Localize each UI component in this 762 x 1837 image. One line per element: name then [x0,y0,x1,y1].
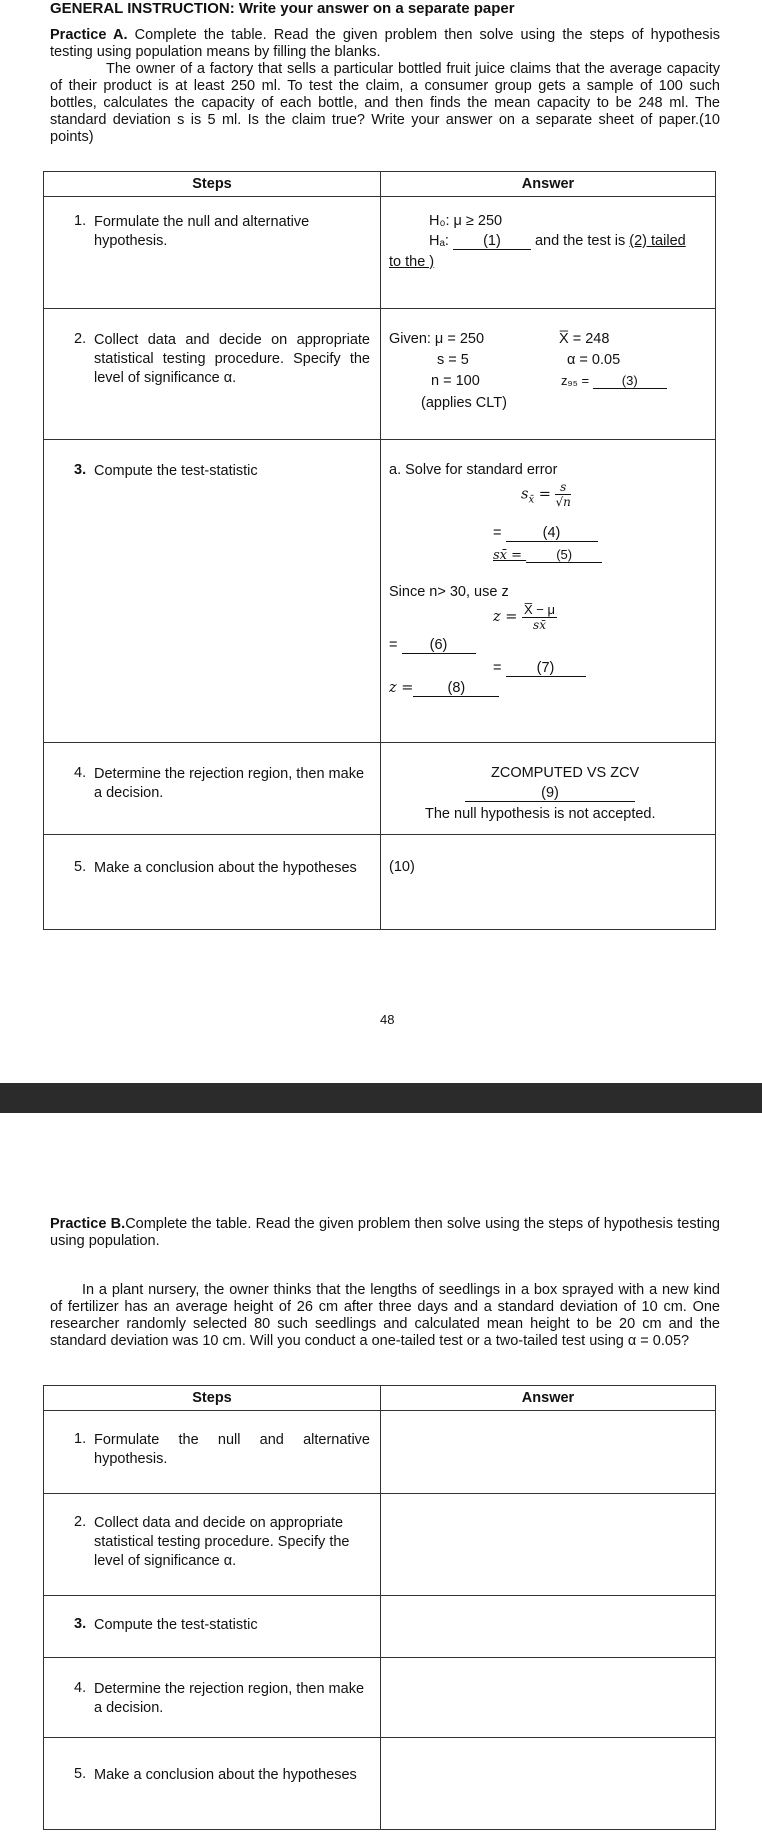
step-text: Collect data and decide on appropriate statistical testing procedure. Specify the level of significance α. [94,1515,350,1569]
practice-a-label: Practice A. [50,27,128,43]
step-text: Make a conclusion about the hypotheses [94,860,357,876]
answer-header: Answer [381,1386,716,1411]
blank-6[interactable]: (6) [402,637,476,654]
se-sub: x̄ [528,494,535,506]
blank-1[interactable]: (1) [453,233,531,250]
se-fraction [555,480,570,509]
given-xbar: X̅ = 248 [559,331,610,347]
answer-1[interactable] [381,1411,716,1494]
steps-header: Steps [44,172,381,197]
z-numerator: X̅ − μ [524,602,555,617]
answer-1 [381,197,716,309]
line-7: = (7) [493,660,586,677]
step-number: 4. [74,1680,87,1696]
practice-b-intro-text: Complete the table. Read the given problem then solve using the steps of hypothesis testing using population. [50,1216,720,1249]
se-denominator: √n [555,495,571,509]
answer-4 [381,743,716,835]
since-note: Since n> 30, use z [389,584,509,600]
blank-8[interactable]: (8) [413,680,499,697]
step-4 [44,743,381,835]
z95-label: z₉₅ = [561,373,593,388]
step-number: 5. [74,1766,87,1782]
step-number: 1. [74,213,87,229]
given-s: s = 5 [437,352,469,368]
answer-4[interactable] [381,1658,716,1738]
step-text: Compute the test-statistic [94,463,258,479]
step-2 [44,309,381,440]
step-1 [44,197,381,309]
given-alpha: α = 0.05 [567,352,621,368]
page-divider [0,1083,762,1113]
step-1 [44,1411,381,1494]
step-number: 2. [74,1514,87,1530]
step-number: 1. [74,1431,87,1447]
practice-a-intro-text: Complete the table. Read the given problem then solve using the steps of hypothesis testing using population means by filling the blanks. [50,27,720,60]
given-n: n = 100 [431,373,480,389]
clt-note: (applies CLT) [421,395,507,411]
step-number: 3. [74,1616,87,1632]
step-4 [44,1658,381,1738]
standard-error-formula: $s_{x̄}$ = $\frac{s}{√n}$ [521,480,571,509]
z-formula [493,602,557,632]
step-text: Determine the rejection region, then make a decision. [94,766,365,801]
z8-lhs: z = [389,680,414,696]
step-5 [44,1738,381,1830]
z95-line [561,373,667,389]
blank-4[interactable]: (4) [506,525,598,542]
line-8 [389,680,499,697]
answer-2 [381,309,716,440]
z-lhs: z = [493,609,523,625]
step-text: Determine the rejection region, then make a decision. [94,1681,365,1716]
answer-header: Answer [381,172,716,197]
blank-9[interactable]: (9) [465,785,635,802]
to-the-note: to the ) [389,254,435,270]
blank-5[interactable]: (5) [526,547,602,563]
step-number: 5. [74,859,87,875]
se-lhs-5: sx̄ = [493,548,527,563]
answer-2[interactable] [381,1494,716,1596]
se-numerator: s [555,480,570,495]
step-text: Formulate the null and alternative hypothesis. [94,1432,370,1467]
se-lhs: s [521,486,529,503]
answer-3 [381,440,716,743]
given-mu: Given: μ = 250 [389,331,485,347]
step-text: Collect data and decide on appropriate statistical testing procedure. Specify the level of significance α. [94,332,370,386]
alt-hypothesis-label: Hₐ: [429,233,453,249]
answer-5[interactable] [381,1738,716,1830]
line-4: = (4) [493,525,598,542]
practice-b-label: Practice B. [50,1216,126,1232]
z-comparison: ZCOMPUTED VS ZCV [491,765,640,781]
step-3 [44,1596,381,1658]
blank-3[interactable]: (3) [593,373,667,389]
step-text: Formulate the null and alternative hypothesis. [94,214,310,249]
step-number: 4. [74,765,87,781]
answer-5 [381,835,716,930]
practice-a-intro [50,27,720,61]
blank-10[interactable]: (10) [389,859,415,875]
answer-3[interactable] [381,1596,716,1658]
practice-a-table [43,171,716,930]
practice-a-problem: The owner of a factory that sells a particular bottled fruit juice claims that the average capacity of their product is at least 250 ml. To test the claim, a consumer group gets a sample of 100 such bottles, calculates the capacity of each bottle, and then finds the mean capacity to be 248 ml. The standard deviation s is 5 ml. Is the claim true? Write your answer on a separate sheet of paper.(10 points) [50,61,720,145]
page-number: 48 [380,1012,395,1027]
decision-text: The null hypothesis is not accepted. [425,806,656,822]
line-5 [493,547,602,563]
step-text: Make a conclusion about the hypotheses [94,1767,357,1783]
step-2 [44,1494,381,1596]
step-number: 2. [74,331,87,347]
line-6: = (6) [389,637,476,654]
null-hypothesis: H₀: μ ≥ 250 [429,213,503,229]
practice-b-table [43,1385,716,1830]
practice-b-problem: In a plant nursery, the owner thinks that the lengths of seedlings in a box sprayed with a new kind of fertilizer has an average height of 26 cm after three days and a standard deviation of 10 cm. One researcher randomly selected 80 such seedlings and calculated mean height to be 20 cm and the standard deviation was 10 cm. Will you conduct a one-tailed test or a two-tailed test using α = 0.05? [50,1282,720,1349]
general-instruction: GENERAL INSTRUCTION: Write your answer on a separate paper [50,0,515,17]
blank-7[interactable]: (7) [506,660,586,677]
step-number: 3. [74,462,87,478]
alt-hypothesis [429,233,686,250]
z-denominator: sx̄ [533,618,546,632]
z-fraction [522,602,557,632]
step-3 [44,440,381,743]
standard-error-heading: a. Solve for standard error [389,462,558,478]
blank-2[interactable]: (2) tailed [629,233,686,249]
test-connector: and the test is [530,233,630,249]
steps-header: Steps [44,1386,381,1411]
step-text: Compute the test-statistic [94,1617,258,1633]
step-5 [44,835,381,930]
practice-b-intro [50,1216,720,1250]
